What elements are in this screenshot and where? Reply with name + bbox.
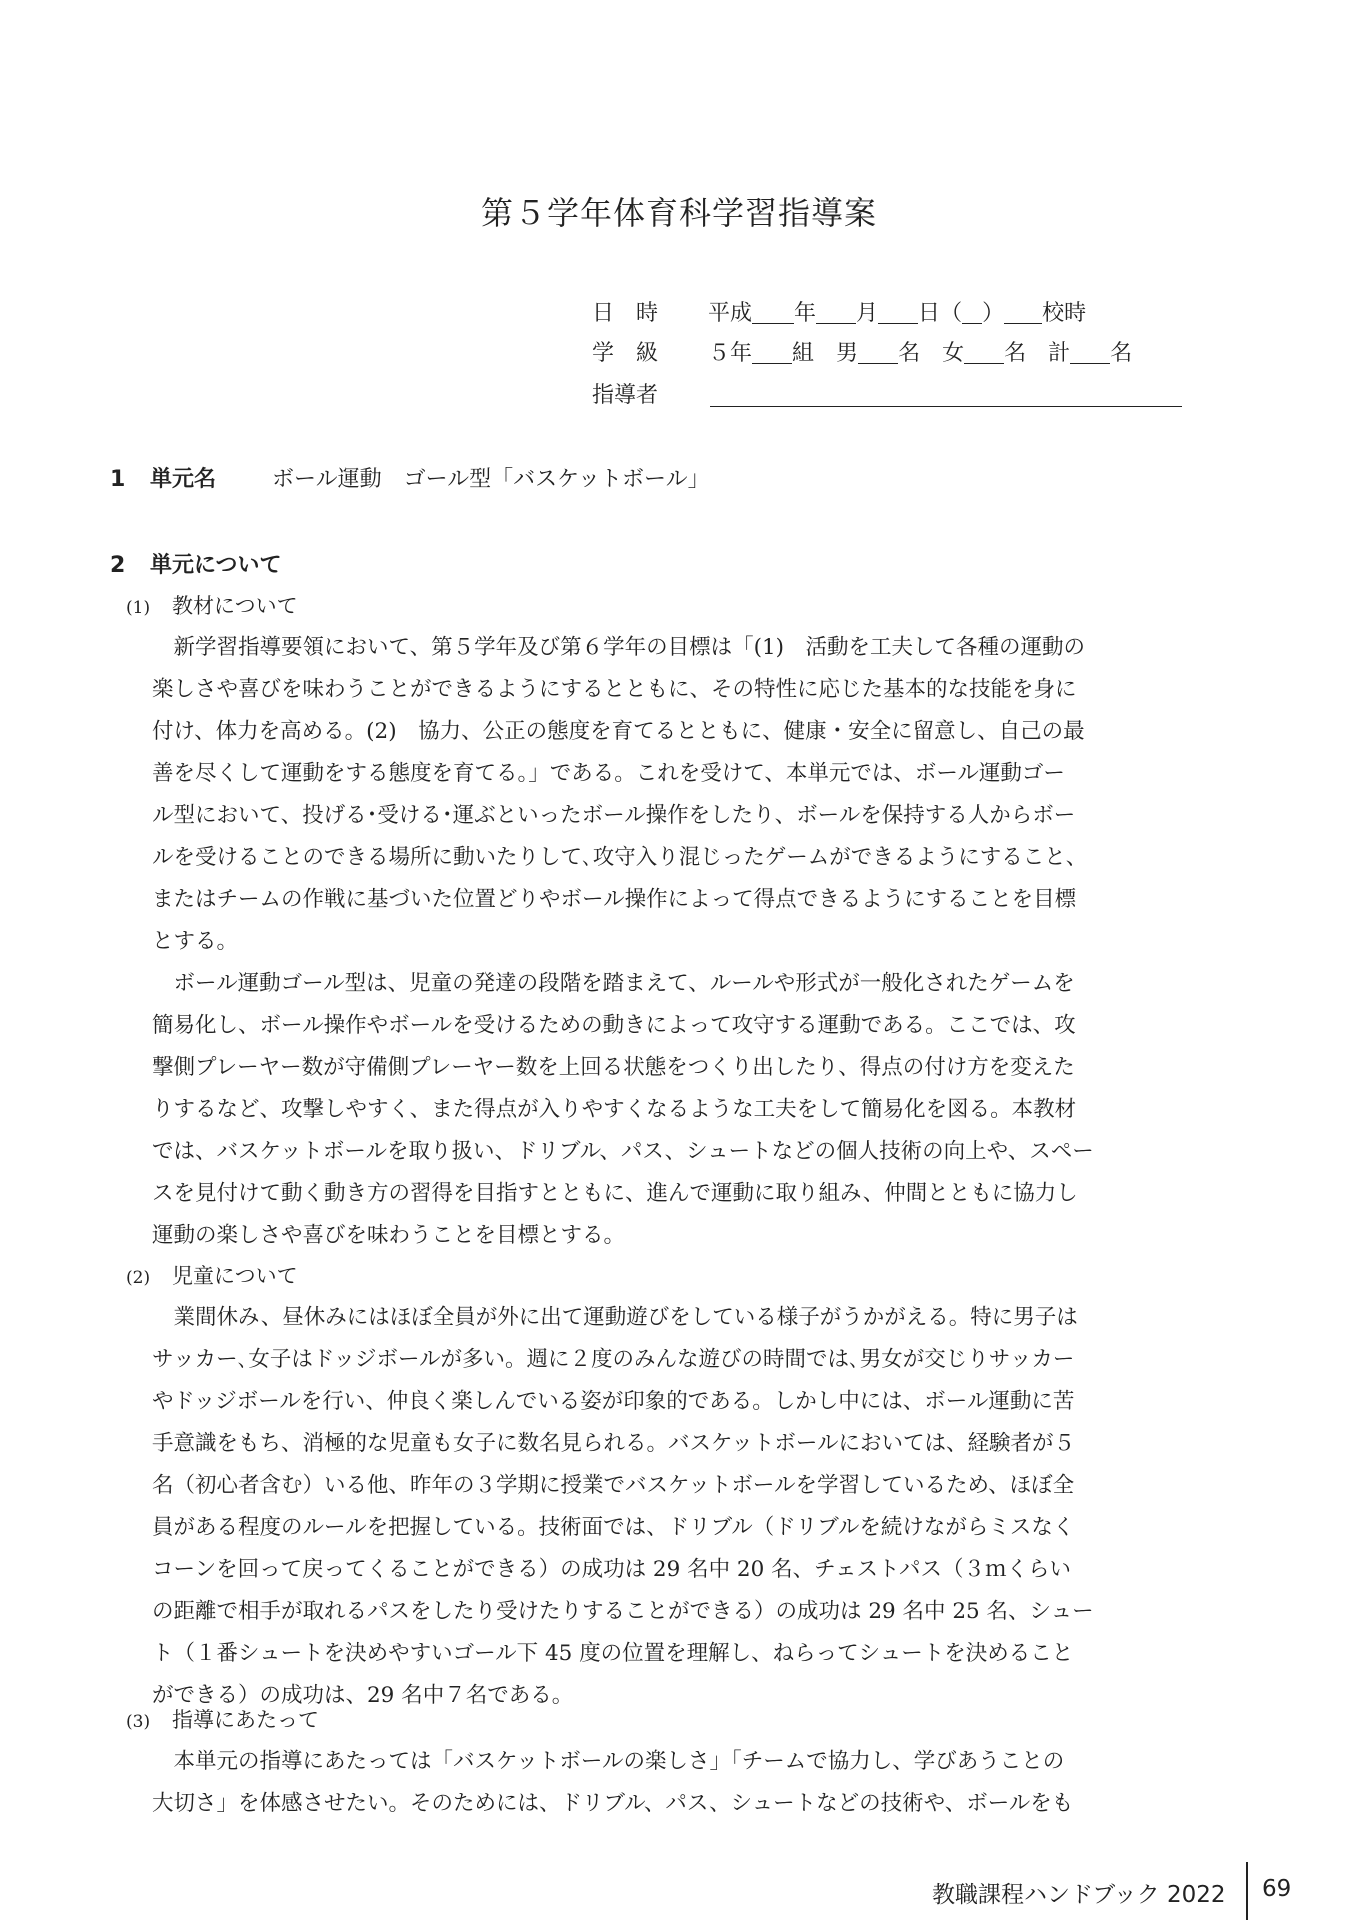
blank [1070, 341, 1110, 364]
page-title: 第５学年体育科学習指導案 [480, 194, 877, 232]
datetime-row: 日 時 平成 年 月 日（ ） 校時 [592, 301, 1087, 326]
blank [1004, 301, 1042, 324]
teacher-row [592, 382, 708, 410]
blank [964, 341, 1004, 364]
text-line: やドッジボールを行い、仲良く楽しんでいる姿が印象的である。しかし中には、ボール運動に苦 [152, 1389, 1075, 1414]
footer-book-title: 教職課程ハンドブック 2022 [932, 1882, 1226, 1908]
text-line: コーンを回って戻ってくることができる）の成功は 29 名中 20 名、チェストパス（３ｍくらい [152, 1557, 1072, 1582]
text-line: またはチームの作戦に基づいた位置どりやボール操作によって得点できるようにすることを目標 [152, 887, 1077, 912]
subsection-students: (2) 児童について [126, 1264, 298, 1288]
text-line: ルを受けることのできる場所に動いたりして､攻守入り混じったゲームができるようにすること、 [152, 845, 1088, 870]
section-unit-name: 1 単元名 ボール運動 ゴール型「バスケットボール」 [110, 467, 710, 492]
blank [752, 341, 792, 364]
text-line: 簡易化し、ボール操作やボールを受けるための動きによって攻守する運動である。ここでは、攻 [152, 1013, 1076, 1038]
footer-divider [1246, 1862, 1248, 1920]
text-line: の距離で相手が取れるパスをしたり受けたりすることができる）の成功は 29 名中 25 名、シュー [152, 1599, 1094, 1624]
text-line: 大切さ」を体感させたい。そのためには、ドリブル、パス、シュートなどの技術や、ボールをも [152, 1791, 1074, 1816]
text-line: 業間休み、昼休みにはほぼ全員が外に出て運動遊びをしている様子がうかがえる。特に男子は [152, 1305, 1078, 1330]
blank [858, 341, 898, 364]
text-line: 手意識をもち、消極的な児童も女子に数名見られる。バスケットボールにおいては、経験者が５ [152, 1431, 1075, 1456]
text-line: とする。 [152, 929, 239, 954]
text-line: ができる）の成功は、29 名中７名である。 [152, 1683, 574, 1708]
text-line: 名（初心者含む）いる他、昨年の３学期に授業でバスケットボールを学習しているため、ほぼ全 [152, 1473, 1075, 1498]
teacher-label: 指導者 [592, 383, 659, 408]
text-line: 善を尽くして運動をする態度を育てる。」である。これを受けて、本単元では、ボール運動ゴー [152, 761, 1065, 786]
subsection-material: (1) 教材について [126, 594, 298, 618]
text-line: ボール運動ゴール型は、児童の発達の段階を踏まえて、ルールや形式が一般化されたゲームを [152, 971, 1075, 996]
blank [816, 301, 856, 324]
blank [962, 301, 982, 324]
text-line: りするなど、攻撃しやすく、また得点が入りやすくなるような工夫をして簡易化を図る。本教材 [152, 1097, 1077, 1122]
page-number: 69 [1262, 1876, 1292, 1902]
text-line: 付け、体力を高める。(2) 協力、公正の態度を育てるとともに、健康・安全に留意し、自己の最 [152, 719, 1085, 744]
text-line: 運動の楽しさや喜びを味わうことを目標とする。 [152, 1223, 626, 1248]
text-line: 員がある程度のルールを把握している。技術面では、ドリブル（ドリブルを続けながらミスなく [152, 1515, 1075, 1540]
text-line: 撃側プレーヤー数が守備側プレーヤー数を上回る状態をつくり出したり、得点の付け方を変えた [152, 1055, 1075, 1080]
section-about-unit: 2 単元について [110, 553, 282, 578]
blank [878, 301, 918, 324]
text-line: サッカー､女子はドッジボールが多い。週に２度のみんな遊びの時間では､男女が交じりサッカー [152, 1347, 1075, 1372]
subsection-guidance: (3) 指導にあたって [126, 1708, 319, 1732]
blank [752, 301, 794, 324]
class-row: 学 級 ５年 組 男 名 女 名 計 名 [592, 341, 1133, 366]
text-line: 新学習指導要領において、第５学年及び第６学年の目標は「(1) 活動を工夫して各種の運動の [152, 635, 1086, 660]
text-line: ト（１番シュートを決めやすいゴール下 45 度の位置を理解し、ねらってシュートを決めること [152, 1641, 1074, 1666]
text-line: ル型において、投げる･受ける･運ぶといったボール操作をしたり、ボールを保持する人からボー [152, 803, 1076, 828]
text-line: 楽しさや喜びを味わうことができるようにするとともに、その特性に応じた基本的な技能を身に [152, 677, 1077, 702]
teacher-signature-line [710, 406, 1182, 407]
text-line: 本単元の指導にあたっては「バスケットボールの楽しさ」「チームで協力し、学びあうことの [152, 1749, 1065, 1774]
datetime-label: 日 時 [592, 301, 659, 326]
unit-name-value: ボール運動 ゴール型「バスケットボール」 [272, 467, 710, 492]
text-line: スを見付けて動く動き方の習得を目指すとともに、進んで運動に取り組み、仲間とともに協力し [152, 1181, 1078, 1206]
text-line: では、バスケットボールを取り扱い、ドリブル、パス、シュートなどの個人技術の向上や、スペー [152, 1139, 1094, 1164]
class-label: 学 級 [592, 341, 659, 366]
